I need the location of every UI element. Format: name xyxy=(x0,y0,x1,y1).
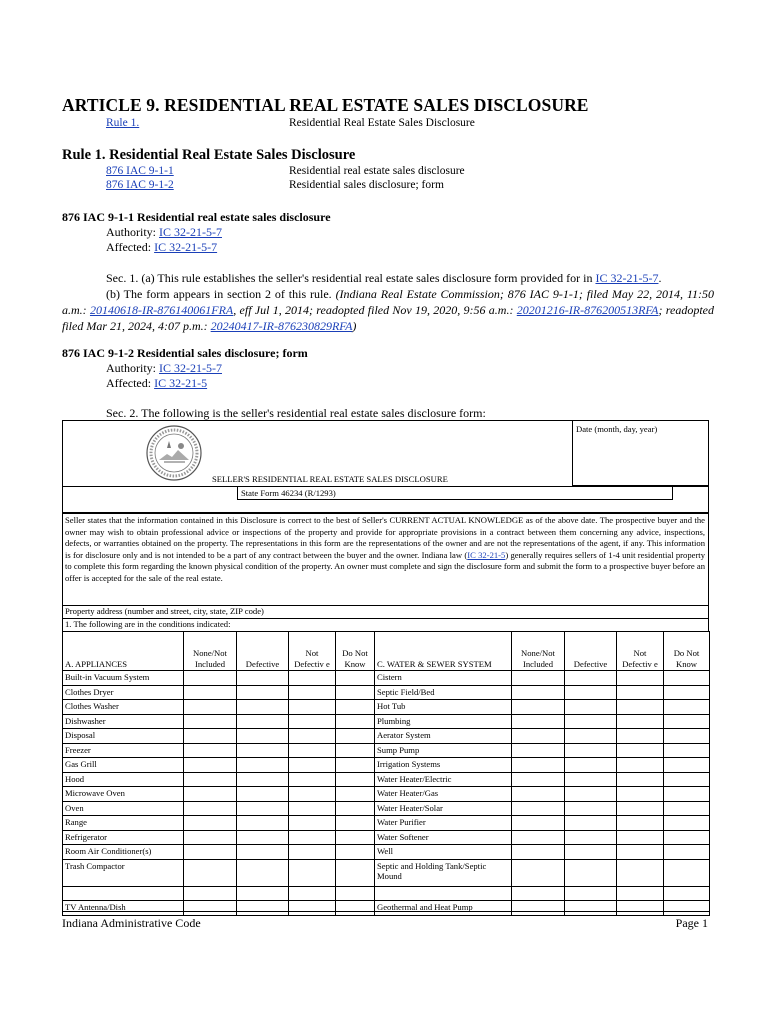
appliance-label: Built-in Vacuum System xyxy=(63,671,184,686)
col-dont-know-header: Do Not Know xyxy=(336,632,375,671)
sec1-authority-label: Authority: xyxy=(106,225,156,239)
statement-link[interactable]: IC 32-21-5 xyxy=(467,549,506,560)
water-dont-know-checkbox[interactable] xyxy=(664,772,710,787)
water-dont-know-checkbox[interactable] xyxy=(664,729,710,744)
col-defective-header: Defective xyxy=(237,632,289,671)
water-system-label: Irrigation Systems xyxy=(375,758,512,773)
article-title: ARTICLE 9. RESIDENTIAL REAL ESTATE SALES DISCLOSURE xyxy=(62,95,589,115)
sec1-authority-link[interactable]: IC 32-21-5-7 xyxy=(159,225,222,239)
appliance-dont-know-checkbox[interactable] xyxy=(336,901,375,916)
appliance-label: Microwave Oven xyxy=(63,787,184,802)
appliance-not-defective-checkbox[interactable] xyxy=(289,901,336,916)
sec1-b-text: (b) The form appears in section 2 of this rule. xyxy=(106,287,332,301)
appliance-not-defective-checkbox[interactable] xyxy=(289,743,336,758)
appliance-defective-checkbox[interactable] xyxy=(237,671,289,686)
water-dont-know-checkbox[interactable] xyxy=(664,901,710,916)
appliance-none-checkbox[interactable] xyxy=(184,729,237,744)
table-row xyxy=(63,845,710,860)
water-not-defective-checkbox[interactable] xyxy=(617,886,664,901)
appliance-label: Oven xyxy=(63,801,184,816)
appliance-not-defective-checkbox[interactable] xyxy=(289,671,336,686)
water-dont-know-checkbox[interactable] xyxy=(664,671,710,686)
appliance-not-defective-checkbox[interactable] xyxy=(289,685,336,700)
footer-rule xyxy=(62,911,709,912)
appliance-none-checkbox[interactable] xyxy=(184,787,237,802)
water-system-label: Water Heater/Solar xyxy=(375,801,512,816)
water-none-checkbox[interactable] xyxy=(512,787,565,802)
sec1-a-end: . xyxy=(658,271,662,285)
appliance-defective-checkbox[interactable] xyxy=(237,758,289,773)
water-dont-know-checkbox[interactable] xyxy=(664,758,710,773)
table-row xyxy=(63,816,710,831)
table-row xyxy=(63,830,710,845)
appliance-not-defective-checkbox[interactable] xyxy=(289,714,336,729)
section-appliances-header: A. APPLIANCES xyxy=(63,632,184,671)
appliance-dont-know-checkbox[interactable] xyxy=(336,886,375,901)
water-system-label: Plumbing xyxy=(375,714,512,729)
appliance-not-defective-checkbox[interactable] xyxy=(289,758,336,773)
water-dont-know-checkbox[interactable] xyxy=(664,830,710,845)
table-header-row xyxy=(63,632,710,671)
property-address-label: Property address (number and street, city, state, ZIP code) xyxy=(65,606,264,616)
appliance-defective-checkbox[interactable] xyxy=(237,816,289,831)
water-not-defective-checkbox[interactable] xyxy=(617,700,664,715)
date-label: Date (month, day, year) xyxy=(576,424,658,434)
sec1-a-link[interactable]: IC 32-21-5-7 xyxy=(595,271,659,285)
table-row xyxy=(63,787,710,802)
table-row xyxy=(63,901,710,916)
water-not-defective-checkbox[interactable] xyxy=(617,685,664,700)
water-none-checkbox[interactable] xyxy=(512,700,565,715)
appliance-not-defective-checkbox[interactable] xyxy=(289,830,336,845)
appliance-dont-know-checkbox[interactable] xyxy=(336,685,375,700)
water-defective-checkbox[interactable] xyxy=(565,901,617,916)
form-title: SELLER'S RESIDENTIAL REAL ESTATE SALES DISCLOSURE xyxy=(212,474,448,484)
appliance-not-defective-checkbox[interactable] xyxy=(289,886,336,901)
sec2-intro: Sec. 2. The following is the seller's residential real estate sales disclosure form: xyxy=(106,406,486,420)
appliance-not-defective-checkbox[interactable] xyxy=(289,787,336,802)
table-row xyxy=(63,772,710,787)
appliance-dont-know-checkbox[interactable] xyxy=(336,787,375,802)
water-none-checkbox[interactable] xyxy=(512,714,565,729)
appliance-defective-checkbox[interactable] xyxy=(237,772,289,787)
water-system-label: Aerator System xyxy=(375,729,512,744)
sec1-b-link2[interactable]: 20201216-IR-876200513RFA xyxy=(516,303,659,317)
water-none-checkbox[interactable] xyxy=(512,901,565,916)
water-defective-checkbox[interactable] xyxy=(565,859,617,886)
sec2-affected-label: Affected: xyxy=(106,376,152,390)
sec1-affected-link[interactable]: IC 32-21-5-7 xyxy=(154,240,218,254)
table-row xyxy=(63,801,710,816)
table-row xyxy=(63,700,710,715)
water-not-defective-checkbox[interactable] xyxy=(617,743,664,758)
rule-heading: Rule 1. Residential Real Estate Sales Disclosure xyxy=(62,147,356,163)
appliance-dont-know-checkbox[interactable] xyxy=(336,700,375,715)
appliance-none-checkbox[interactable] xyxy=(184,671,237,686)
appliance-label: Freezer xyxy=(63,743,184,758)
toc-rule-text-1: Residential real estate sales disclosure xyxy=(289,165,465,177)
water-system-label: Sump Pump xyxy=(375,743,512,758)
appliance-none-checkbox[interactable] xyxy=(184,772,237,787)
sec1-b-cite3: ; readopted filed Mar 21, 2024, 4:07 p.m.: xyxy=(62,303,714,333)
appliance-defective-checkbox[interactable] xyxy=(237,729,289,744)
appliance-label: Hood xyxy=(63,772,184,787)
sec1-b-cite4: ) xyxy=(352,319,357,333)
water-not-defective-checkbox[interactable] xyxy=(617,671,664,686)
appliance-label: Clothes Dryer xyxy=(63,685,184,700)
water-none-checkbox[interactable] xyxy=(512,845,565,860)
sec1-a-text: Sec. 1. (a) This rule establishes the seller's residential real estate sales disclosure form provided for in xyxy=(106,271,593,285)
water-none-checkbox[interactable] xyxy=(512,816,565,831)
water-none-checkbox[interactable] xyxy=(512,758,565,773)
appliance-dont-know-checkbox[interactable] xyxy=(336,729,375,744)
table-row xyxy=(63,758,710,773)
water-none-checkbox[interactable] xyxy=(512,886,565,901)
appliance-label: Gas Grill xyxy=(63,758,184,773)
water-not-defective-checkbox[interactable] xyxy=(617,729,664,744)
appliance-none-checkbox[interactable] xyxy=(184,901,237,916)
appliance-label: Disposal xyxy=(63,729,184,744)
water-not-defective-checkbox[interactable] xyxy=(617,714,664,729)
water-defective-checkbox[interactable] xyxy=(565,685,617,700)
water-dont-know-checkbox[interactable] xyxy=(664,886,710,901)
footer-source: Indiana Administrative Code xyxy=(62,916,201,930)
water-dont-know-checkbox[interactable] xyxy=(664,700,710,715)
toc-rule-link-1[interactable]: 876 IAC 9-1-1 xyxy=(106,165,174,177)
appliance-label xyxy=(63,886,184,901)
water-system-label: Geothermal and Heat Pump xyxy=(375,901,512,916)
conditions-table xyxy=(62,631,710,916)
appliance-not-defective-checkbox[interactable] xyxy=(289,859,336,886)
water-dont-know-checkbox[interactable] xyxy=(664,859,710,886)
water-dont-know-checkbox[interactable] xyxy=(664,845,710,860)
water-defective-checkbox[interactable] xyxy=(565,743,617,758)
water-dont-know-checkbox[interactable] xyxy=(664,685,710,700)
appliance-defective-checkbox[interactable] xyxy=(237,743,289,758)
appliance-not-defective-checkbox[interactable] xyxy=(289,700,336,715)
col-dont-know-header-2: Do Not Know xyxy=(664,632,710,671)
appliance-label: Trash Compactor xyxy=(63,859,184,886)
sec2-affected-link[interactable]: IC 32-21-5 xyxy=(154,376,208,390)
water-not-defective-checkbox[interactable] xyxy=(617,801,664,816)
water-none-checkbox[interactable] xyxy=(512,729,565,744)
appliance-defective-checkbox[interactable] xyxy=(237,886,289,901)
appliance-defective-checkbox[interactable] xyxy=(237,845,289,860)
water-system-label: Well xyxy=(375,845,512,860)
water-system-label: Cistern xyxy=(375,671,512,686)
appliance-label: TV Antenna/Dish xyxy=(63,901,184,916)
water-not-defective-checkbox[interactable] xyxy=(617,772,664,787)
appliance-none-checkbox[interactable] xyxy=(184,700,237,715)
appliance-none-checkbox[interactable] xyxy=(184,758,237,773)
appliance-label: Refrigerator xyxy=(63,830,184,845)
seller-statement xyxy=(65,515,705,584)
appliance-none-checkbox[interactable] xyxy=(184,801,237,816)
appliance-dont-know-checkbox[interactable] xyxy=(336,772,375,787)
state-form-number: State Form 46234 (R/1293) xyxy=(241,488,336,498)
water-defective-checkbox[interactable] xyxy=(565,801,617,816)
footer-page-number: Page 1 xyxy=(675,916,708,930)
appliance-defective-checkbox[interactable] xyxy=(237,685,289,700)
water-not-defective-checkbox[interactable] xyxy=(617,830,664,845)
toc-article-text: Residential Real Estate Sales Disclosure xyxy=(289,117,475,129)
appliance-none-checkbox[interactable] xyxy=(184,743,237,758)
sec1-paragraph-b xyxy=(62,286,714,334)
sec1-heading: 876 IAC 9-1-1 Residential real estate sales disclosure xyxy=(62,210,331,224)
water-not-defective-checkbox[interactable] xyxy=(617,787,664,802)
water-not-defective-checkbox[interactable] xyxy=(617,758,664,773)
col-not-defective-header: Not Defectiv e xyxy=(289,632,336,671)
col-not-defective-header-2: Not Defectiv e xyxy=(617,632,664,671)
water-system-label: Septic Field/Bed xyxy=(375,685,512,700)
sec2-authority-label: Authority: xyxy=(106,361,156,375)
appliance-label: Range xyxy=(63,816,184,831)
appliance-defective-checkbox[interactable] xyxy=(237,787,289,802)
water-defective-checkbox[interactable] xyxy=(565,886,617,901)
appliance-label: Clothes Washer xyxy=(63,700,184,715)
appliance-dont-know-checkbox[interactable] xyxy=(336,758,375,773)
appliance-none-checkbox[interactable] xyxy=(184,859,237,886)
appliance-dont-know-checkbox[interactable] xyxy=(336,671,375,686)
water-defective-checkbox[interactable] xyxy=(565,845,617,860)
water-system-label: Water Softener xyxy=(375,830,512,845)
col-defective-header-2: Defective xyxy=(565,632,617,671)
appliance-not-defective-checkbox[interactable] xyxy=(289,801,336,816)
appliance-dont-know-checkbox[interactable] xyxy=(336,830,375,845)
water-defective-checkbox[interactable] xyxy=(565,758,617,773)
toc-article-link[interactable]: Rule 1. xyxy=(106,117,140,129)
appliance-not-defective-checkbox[interactable] xyxy=(289,772,336,787)
water-defective-checkbox[interactable] xyxy=(565,830,617,845)
appliance-none-checkbox[interactable] xyxy=(184,685,237,700)
water-none-checkbox[interactable] xyxy=(512,685,565,700)
appliance-dont-know-checkbox[interactable] xyxy=(336,801,375,816)
section-water-header: C. WATER & SEWER SYSTEM xyxy=(375,632,512,671)
water-not-defective-checkbox[interactable] xyxy=(617,859,664,886)
water-system-label xyxy=(375,886,512,901)
water-system-label: Water Heater/Electric xyxy=(375,772,512,787)
sec1-affected-label: Affected: xyxy=(106,240,152,254)
water-defective-checkbox[interactable] xyxy=(565,816,617,831)
water-system-label: Hot Tub xyxy=(375,700,512,715)
water-not-defective-checkbox[interactable] xyxy=(617,816,664,831)
water-defective-checkbox[interactable] xyxy=(565,787,617,802)
water-defective-checkbox[interactable] xyxy=(565,729,617,744)
appliance-none-checkbox[interactable] xyxy=(184,816,237,831)
appliance-defective-checkbox[interactable] xyxy=(237,830,289,845)
appliance-label: Dishwasher xyxy=(63,714,184,729)
indiana-state-seal-icon xyxy=(145,424,203,482)
water-system-label: Water Purifier xyxy=(375,816,512,831)
water-dont-know-checkbox[interactable] xyxy=(664,714,710,729)
appliance-defective-checkbox[interactable] xyxy=(237,700,289,715)
appliance-defective-checkbox[interactable] xyxy=(237,859,289,886)
water-system-label: Water Heater/Gas xyxy=(375,787,512,802)
water-none-checkbox[interactable] xyxy=(512,671,565,686)
sec1-b-link1[interactable]: 20140618-IR-876140061FRA xyxy=(89,303,234,317)
conditions-label: 1. The following are in the conditions indicated: xyxy=(65,619,231,629)
appliance-defective-checkbox[interactable] xyxy=(237,801,289,816)
sec1-b-link3[interactable]: 20240417-IR-876230829RFA xyxy=(210,319,353,333)
appliance-not-defective-checkbox[interactable] xyxy=(289,816,336,831)
water-none-checkbox[interactable] xyxy=(512,772,565,787)
sec2-heading: 876 IAC 9-1-2 Residential sales disclosure; form xyxy=(62,346,308,360)
appliance-defective-checkbox[interactable] xyxy=(237,714,289,729)
appliance-label: Room Air Conditioner(s) xyxy=(63,845,184,860)
table-row xyxy=(63,886,710,901)
table-row xyxy=(63,685,710,700)
water-defective-checkbox[interactable] xyxy=(565,772,617,787)
table-row xyxy=(63,671,710,686)
water-none-checkbox[interactable] xyxy=(512,859,565,886)
appliance-not-defective-checkbox[interactable] xyxy=(289,729,336,744)
water-defective-checkbox[interactable] xyxy=(565,714,617,729)
appliance-dont-know-checkbox[interactable] xyxy=(336,816,375,831)
water-not-defective-checkbox[interactable] xyxy=(617,901,664,916)
sec1-paragraph-a xyxy=(62,270,714,286)
table-row xyxy=(63,714,710,729)
water-defective-checkbox[interactable] xyxy=(565,700,617,715)
appliance-none-checkbox[interactable] xyxy=(184,714,237,729)
appliance-not-defective-checkbox[interactable] xyxy=(289,845,336,860)
statement-part-2: ) generally requires sellers of 1-4 unit residential property to complete this form regarding the known physical condition of the property. An owner must complete and sign the disclosure form and submit the form to a prospective buyer before an offer is accepted for the sale of the real estate. xyxy=(65,549,705,583)
water-system-label: Septic and Holding Tank/Septic Mound xyxy=(375,859,512,886)
appliance-none-checkbox[interactable] xyxy=(184,886,237,901)
water-dont-know-checkbox[interactable] xyxy=(664,801,710,816)
table-row xyxy=(63,743,710,758)
appliance-dont-know-checkbox[interactable] xyxy=(336,743,375,758)
toc-rule-link-2[interactable]: 876 IAC 9-1-2 xyxy=(106,179,174,191)
appliance-none-checkbox[interactable] xyxy=(184,830,237,845)
water-not-defective-checkbox[interactable] xyxy=(617,845,664,860)
col-none-header-2: None/Not Included xyxy=(512,632,565,671)
water-none-checkbox[interactable] xyxy=(512,830,565,845)
toc-rule-text-2: Residential sales disclosure; form xyxy=(289,179,444,191)
col-none-header: None/Not Included xyxy=(184,632,237,671)
water-none-checkbox[interactable] xyxy=(512,801,565,816)
sec2-authority-link[interactable]: IC 32-21-5-7 xyxy=(159,361,222,375)
water-dont-know-checkbox[interactable] xyxy=(664,787,710,802)
sec1-b-cite1: (Indiana Real Estate Commission; 876 IAC 9-1-1; filed May 22, 2014, 11:50 a.m.: xyxy=(62,287,715,317)
appliance-none-checkbox[interactable] xyxy=(184,845,237,860)
water-dont-know-checkbox[interactable] xyxy=(664,743,710,758)
appliance-dont-know-checkbox[interactable] xyxy=(336,859,375,886)
table-row xyxy=(63,859,710,886)
water-defective-checkbox[interactable] xyxy=(565,671,617,686)
appliance-dont-know-checkbox[interactable] xyxy=(336,714,375,729)
appliance-dont-know-checkbox[interactable] xyxy=(336,845,375,860)
table-row xyxy=(63,729,710,744)
water-dont-know-checkbox[interactable] xyxy=(664,816,710,831)
sec1-b-cite2: , eff Jul 1, 2014; readopted filed Nov 19, 2020, 9:56 a.m.: xyxy=(233,303,514,317)
appliance-defective-checkbox[interactable] xyxy=(237,901,289,916)
statement-part-1: Seller states that the information contained in this Disclosure is correct to the best of Seller's CURRENT ACTUAL KNOWLEDGE as of the above date. The prospective buyer and the owner may wish to obtain professional advice or inspections of the property and provide for appropriate provisions in a contract between them concerning any advice, inspections, defects, or warranties obtained on the property. The representations in this form are the representations of the owner and are not the representations of the agent, if any. This information is for disclosure only and is not intended to be a part of any contract between the buyer and the owner. Indiana law ( xyxy=(65,515,705,560)
water-none-checkbox[interactable] xyxy=(512,743,565,758)
